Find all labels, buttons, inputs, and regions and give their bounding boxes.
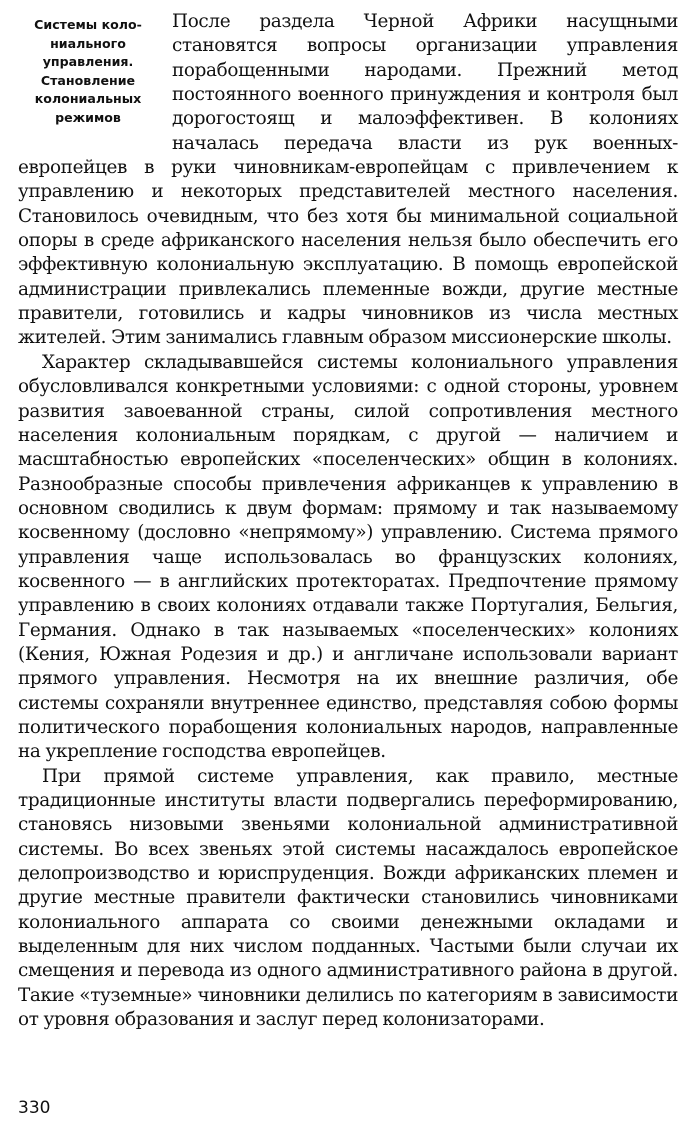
page-number: 330 [18,1098,51,1118]
margin-heading-line: ниального [50,35,126,51]
page-content [18,10,678,1032]
margin-heading-line: колониальных [34,91,142,106]
margin-heading [18,16,158,127]
paragraph-2: Характер складывавшейся системы колониального управления обусловливался конкретными условиями: с одной стороны, уровнем развития завоеванной страны, силой сопротивления местного населения колониальным порядкам, с другой — наличием и масштабностью европейских «поселенческих» общин в колониях. Разнообразные способы привлечения африканцев к управлению в основном сводились к двум формам: прямому и так называемому косвенному (дословно «непрямому») управлению. Система прямого управления чаще использовалась во французских колониях, косвенного — в английских протекторатах. Предпочтение прямому управлению в своих колониях отдавали также Португалия, Бельгия, Германия. Однако в так называемых «поселенческих» колониях (Кения, Южная Родезия и др.) и англичане использовали вариант прямого управления. Несмотря на их внешние различия, обе системы сохраняли внутреннее единство, представляя собою формы политического порабощения колониальных народов, направленные на укрепление господства европейцев. [18,351,678,763]
margin-heading-line: Становление [40,72,136,88]
margin-heading-line: управления. [42,54,134,69]
paragraph-1: После раздела Черной Африки насущными становятся вопросы организации управления порабощенными народами. Прежний метод постоянного военного принуждения и контроля был дорогостоящ и малоэффективен. В колониях началась передача власти из рук военных-европейцев в руки чиновникам-европейцам с привлечением к управлению и некоторых представителей местного населения. Становилось очевидным, что без хотя бы минимальной социальной опоры в среде африканского населения нельзя было обеспечить его эффективную колониальную эксплуатацию. В помощь европейской администрации привлекались племенные вожди, другие местные правители, готовились и кадры чиновников из числа местных жителей. Этим занимались главным образом миссионерские школы. [18,11,678,349]
margin-heading-line: режимов [55,109,121,125]
paragraph-3: При прямой системе управления, как правило, местные традиционные институты власти подвергались переформированию, становясь низовыми звеньями колониальной административной системы. Во всех звеньях этой системы насаждалось европейское делопроизводство и юриспруденция. Вожди африканских племен и другие местные правители фактически становились чиновниками колониального аппарата со своими денежными окладами и выделенным для них числом подданных. Частыми были случаи их смещения и перевода из одного административного района в другой. Такие «туземные» чиновники делились по категориям в зависимости от уровня образования и заслуг перед колонизаторами. [18,765,678,1031]
margin-heading-line: Системы коло- [34,17,142,32]
